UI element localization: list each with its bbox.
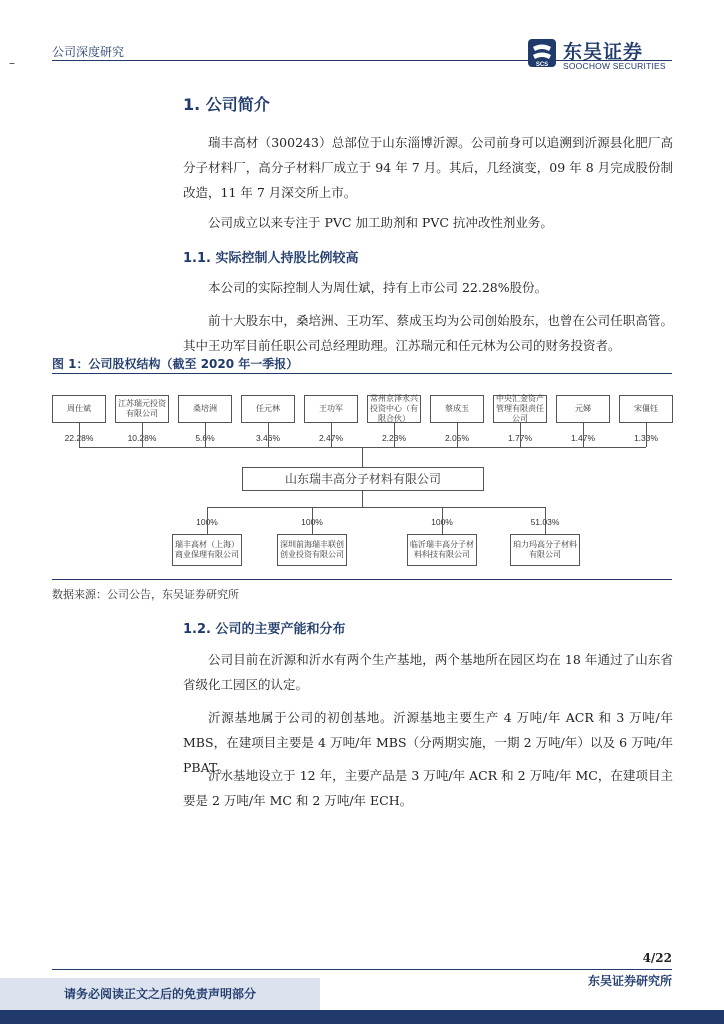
subsidiary-box: 深圳前海瑞丰联创创业投资有限公司 <box>277 534 347 566</box>
subsidiary-pct: 100% <box>431 517 453 527</box>
shareholder-box: 宋僵钰 <box>619 395 673 423</box>
connector-vertical <box>79 423 80 447</box>
page-number: 4/22 <box>642 951 672 965</box>
subsidiary-pct: 100% <box>196 517 218 527</box>
shareholder-box: 蔡成玉 <box>430 395 484 423</box>
shareholder-box: 江苏瑞元投资有限公司 <box>115 395 169 423</box>
disclaimer-banner <box>0 978 320 1010</box>
shareholder-pct: 1.77% <box>507 433 533 443</box>
disclaimer-text: 请务必阅读正文之后的免责声明部分 <box>64 987 257 1001</box>
section-1-2-title: 1.2. 公司的主要产能和分布 <box>183 622 346 637</box>
subsidiary-box: 临沂瑞丰高分子材料科技有限公司 <box>407 534 477 566</box>
connector-vertical <box>583 423 584 447</box>
shareholder-pct: 3.46% <box>255 433 281 443</box>
connector-vertical <box>331 423 332 447</box>
connector-horizontal <box>207 507 545 508</box>
connector-vertical <box>142 423 143 447</box>
header-dash: – <box>9 56 15 70</box>
subsidiary-box: 珀力玛高分子材料有限公司 <box>510 534 580 566</box>
shareholder-pct: 2.47% <box>318 433 344 443</box>
section-1-2-paragraph-1: 公司目前在沂源和沂水有两个生产基地，两个基地所在园区均在 18 年通过了山东省省级化工园区的认定。 <box>183 652 673 692</box>
logo-mark-text: SCS <box>535 62 549 68</box>
connector-vertical <box>362 447 363 467</box>
shareholder-box: 常州京泽永兴投资中心（有限合伙） <box>367 395 421 423</box>
section-1-paragraph-1: 瑞丰高材（300243）总部位于山东淄博沂源。公司前身可以追溯到沂源县化肥厂高分子材料厂，高分子材料厂成立于 94 年 7 月。其后，几经演变，09 年 8 月完成股份制改造，11 年 7 月深交所上市。 <box>183 135 673 200</box>
connector-vertical <box>457 423 458 447</box>
connector-vertical <box>207 507 208 534</box>
brand-logo <box>527 38 672 72</box>
figure-source: 数据来源：公司公告，东吴证券研究所 <box>52 588 239 601</box>
section-1-1-paragraph-1: 本公司的实际控制人为周仕斌，持有上市公司 22.28%股份。 <box>208 280 548 295</box>
connector-vertical <box>646 423 647 447</box>
footer-bar <box>0 1010 724 1024</box>
shareholder-pct: 1.47% <box>570 433 596 443</box>
footer-rule <box>52 969 672 970</box>
shareholder-pct: 10.28% <box>127 433 157 443</box>
footer-institute: 东吴证券研究所 <box>587 974 672 988</box>
ownership-structure-chart <box>52 374 672 578</box>
section-1-1-paragraph-2: 前十大股东中，桑培洲、王功军、蔡成玉均为公司创始股东，也曾在公司任职高管。其中王功军目前任职公司总经理助理。江苏瑞元和任元林为公司的财务投资者。 <box>183 313 673 353</box>
shareholder-pct: 2.05% <box>444 433 470 443</box>
figure-bottom-rule <box>52 579 672 580</box>
shareholder-box: 元娣 <box>556 395 610 423</box>
section-1-2-paragraph-2: 沂源基地属于公司的初创基地。沂源基地主要生产 4 万吨/年 ACR 和 3 万吨/年 MBS，在建项目主要是 4 万吨/年 MBS（分两期实施，一期 2 万吨/年）以及 6 万吨/年 PBAT。 <box>183 710 673 775</box>
shareholder-pct: 2.23% <box>381 433 407 443</box>
section-1-2-paragraph-3: 沂水基地设立于 12 年，主要产品是 3 万吨/年 ACR 和 2 万吨/年 MC，在建项目主要是 2 万吨/年 MC 和 2 万吨/年 ECH。 <box>183 768 673 808</box>
section-1-paragraph-2: 公司成立以来专注于 PVC 加工助剂和 PVC 抗冲改性剂业务。 <box>208 215 553 230</box>
shareholder-pct: 1.33% <box>633 433 659 443</box>
logo-mark-icon <box>527 38 557 68</box>
shareholder-box: 中央汇金资产管理有限责任公司 <box>493 395 547 423</box>
connector-vertical <box>394 423 395 447</box>
figure-1-title: 图 1：公司股权结构（截至 2020 年一季报） <box>52 357 299 371</box>
section-1-title: 1. 公司简介 <box>183 95 270 114</box>
shareholder-box: 周仕斌 <box>52 395 106 423</box>
connector-vertical <box>312 507 313 534</box>
shareholder-box: 任元林 <box>241 395 295 423</box>
shareholder-pct: 22.28% <box>64 433 94 443</box>
company-box: 山东瑞丰高分子材料有限公司 <box>242 467 484 491</box>
shareholder-box: 桑培洲 <box>178 395 232 423</box>
shareholder-box: 王功军 <box>304 395 358 423</box>
connector-vertical <box>268 423 269 447</box>
shareholder-pct: 5.6% <box>195 433 215 443</box>
subsidiary-pct: 51.03% <box>530 517 560 527</box>
section-1-1-title: 1.1. 实际控制人持股比例较高 <box>183 251 359 266</box>
subsidiary-box: 瑞丰高材（上海）商业保理有限公司 <box>172 534 242 566</box>
logo-chinese-name: 东吴证券 <box>563 41 644 63</box>
connector-vertical <box>442 507 443 534</box>
connector-vertical <box>205 423 206 447</box>
subsidiary-pct: 100% <box>301 517 323 527</box>
logo-english-name: SOOCHOW SECURITIES <box>563 61 666 71</box>
connector-vertical <box>520 423 521 447</box>
connector-vertical <box>545 507 546 534</box>
connector-vertical <box>362 491 363 507</box>
header-section-label: 公司深度研究 <box>52 45 125 59</box>
